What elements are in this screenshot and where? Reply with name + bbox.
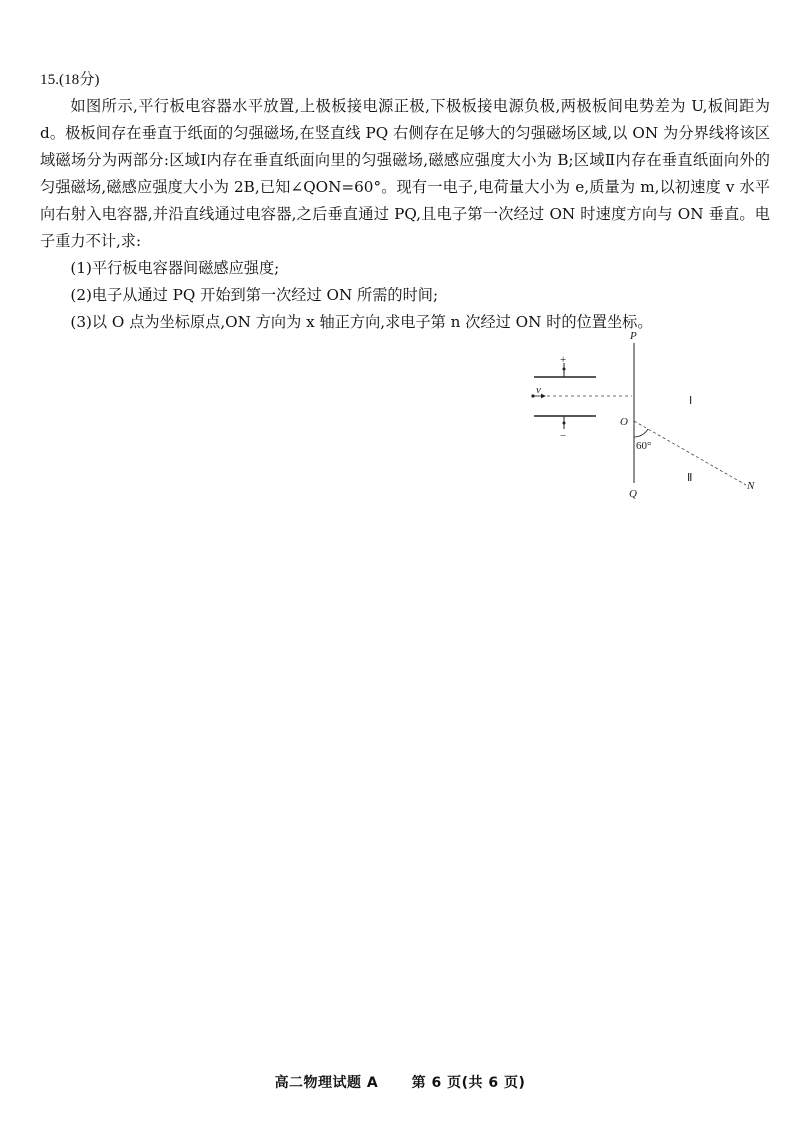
region-2-label: Ⅱ xyxy=(687,472,693,484)
page-footer xyxy=(0,1072,800,1092)
angle-arc xyxy=(634,429,648,437)
question-3: (3)以 O 点为坐标原点,ON 方向为 x 轴正方向,求电子第 n 次经过 ON 时的位置坐标。 xyxy=(70,313,653,331)
label-n: N xyxy=(747,480,755,492)
angle-label: 60° xyxy=(636,440,652,452)
problem-statement: 如图所示,平行板电容器水平放置,上极板接电源正极,下极板接电源负极,两极板间电势差为 U,板间距为 d。极板间存在垂直于纸面的匀强磁场,在竖直线 PQ 右侧存在足够大的匀强磁场区域,以 ON 为分界线将该区域磁场分为两部分:区域Ⅰ内存在垂直纸面向里的匀强磁场,磁感应强度大小为 B;区域Ⅱ内存在垂直纸面向外的匀强磁场,磁感应强度大小为 2B,已知∠QON=60°。现有一电子,电荷量大小为 e,质量为 m,以初速度 v 水平向右射入电容器,并沿直线通过电容器,之后垂直通过 PQ,且电子第一次经过 ON 时速度方向与 ON 垂直。电子重力不计,求: xyxy=(40,97,770,250)
lower-terminal-dot xyxy=(563,422,566,425)
minus-sign: − xyxy=(560,430,567,442)
label-p: P xyxy=(630,330,637,342)
velocity-label: v xyxy=(536,384,541,396)
footer-page-number: 第 6 页(共 6 页) xyxy=(411,1075,526,1091)
problem-figure xyxy=(520,325,780,510)
plus-sign: + xyxy=(560,354,567,366)
footer-title: 高二物理试题 A xyxy=(274,1075,379,1091)
figure-svg xyxy=(520,325,780,510)
label-o: O xyxy=(620,416,628,428)
region-1-label: Ⅰ xyxy=(689,395,693,407)
question-1: (1)平行板电容器间磁感应强度; xyxy=(70,259,280,277)
problem-15 xyxy=(40,66,770,336)
upper-terminal-dot xyxy=(563,368,566,371)
problem-heading: 15.(18分) xyxy=(40,71,100,88)
label-q: Q xyxy=(629,488,637,500)
question-2: (2)电子从通过 PQ 开始到第一次经过 ON 所需的时间; xyxy=(70,286,439,304)
